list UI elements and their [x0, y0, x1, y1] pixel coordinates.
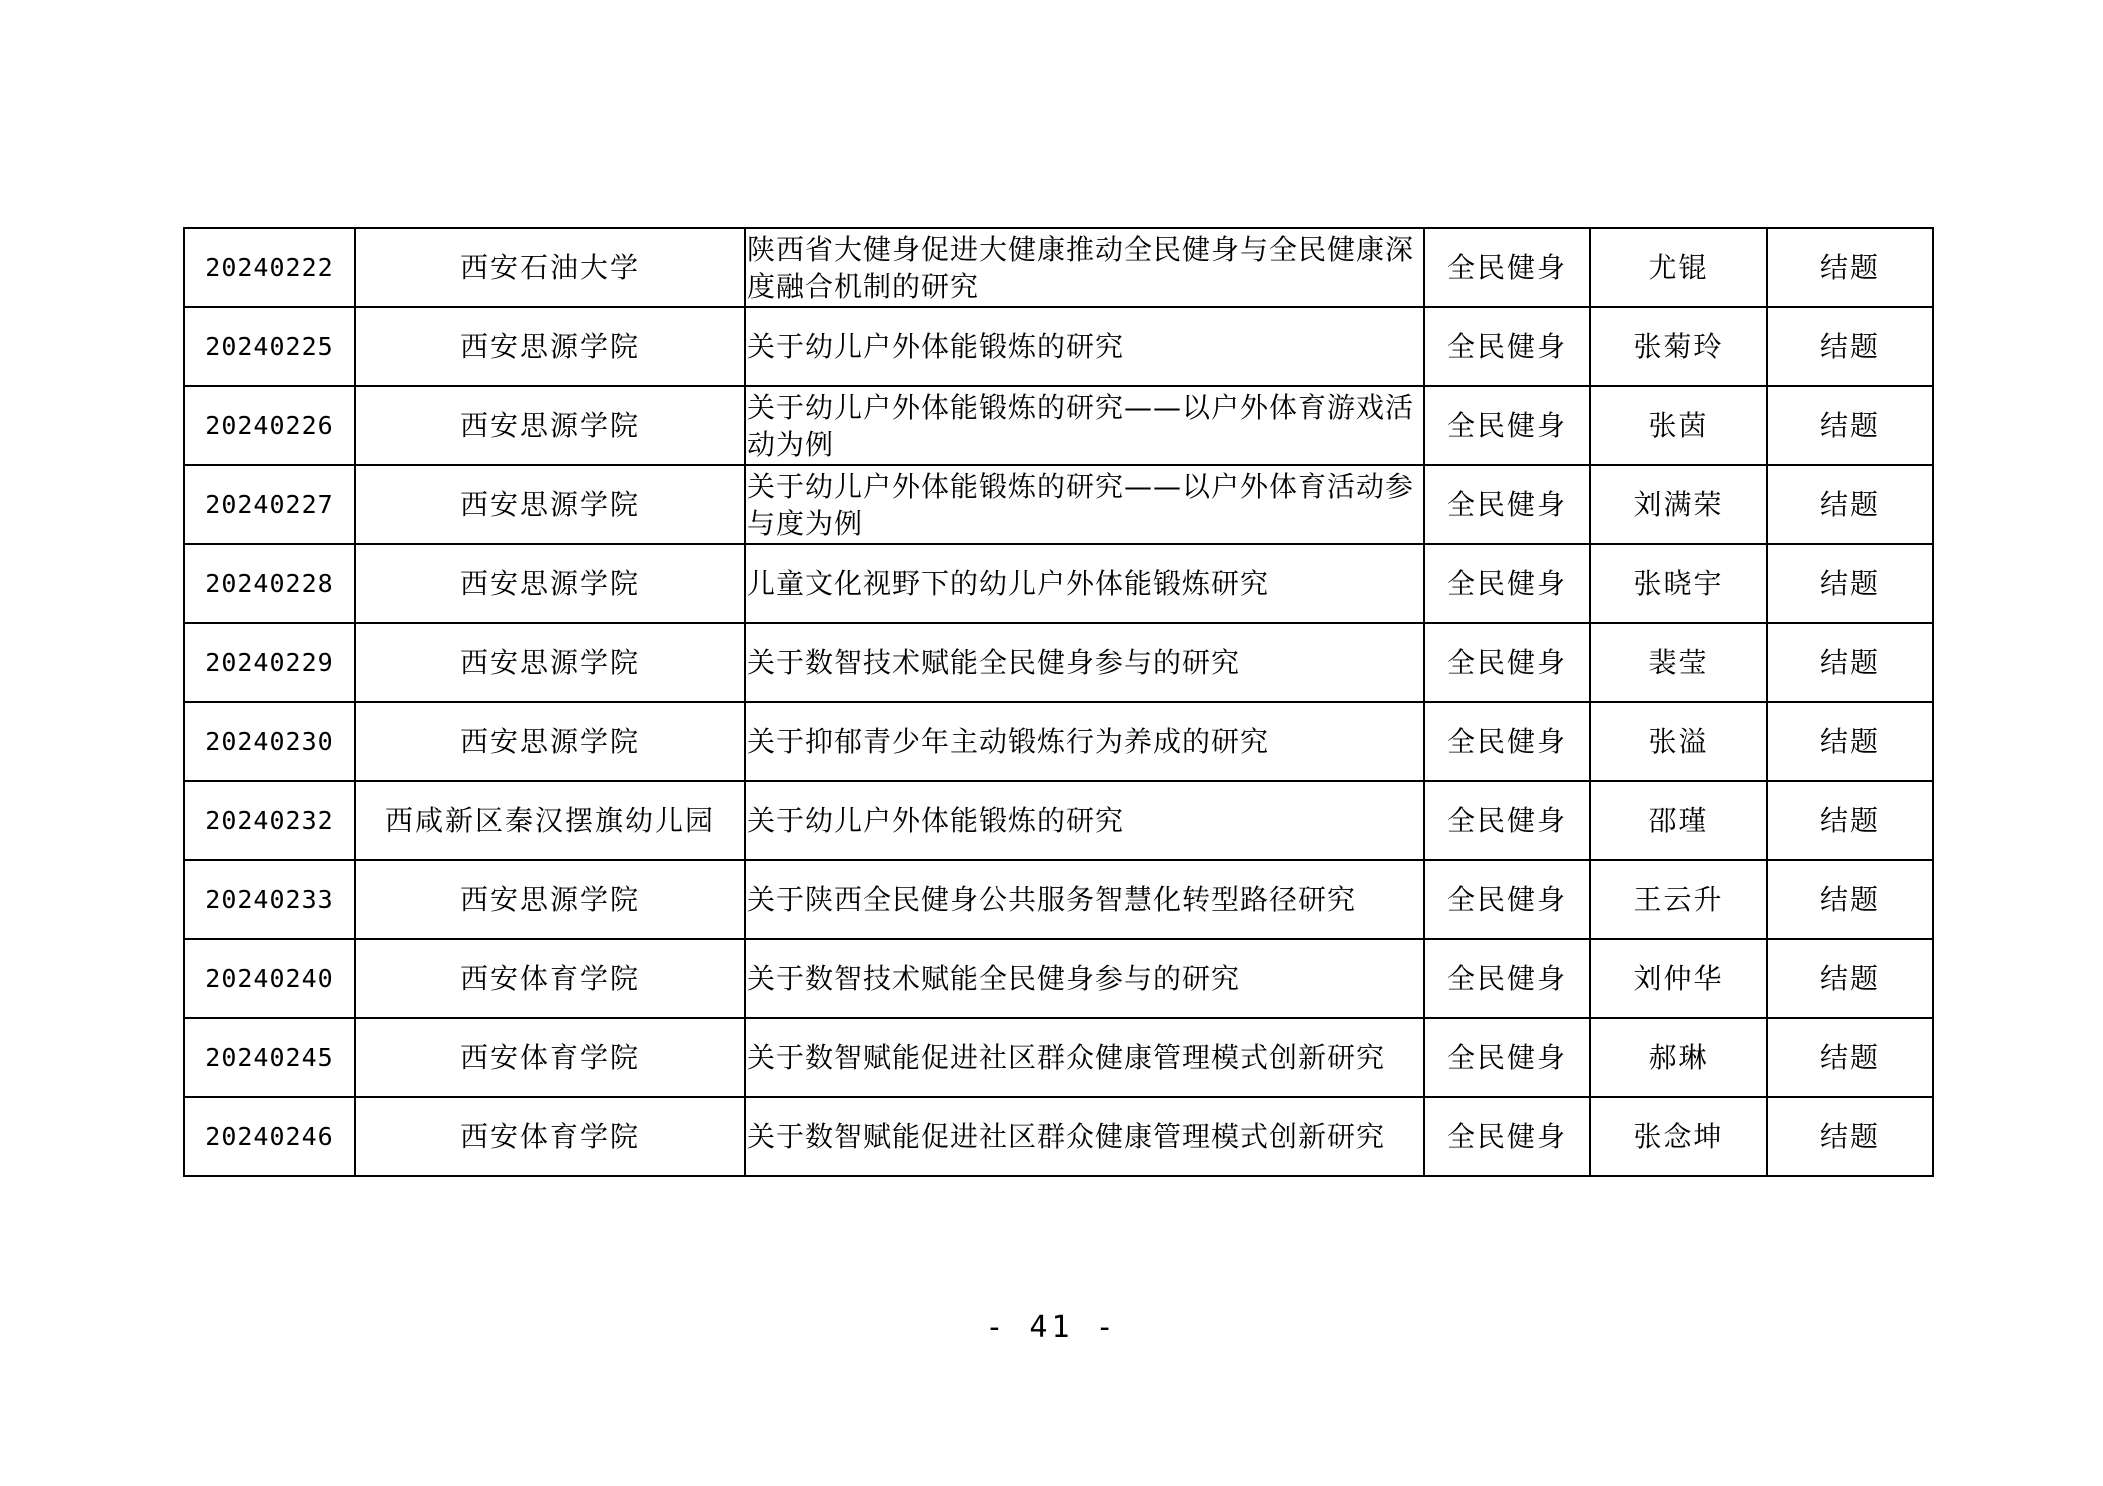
- category-cell: 全民健身: [1424, 781, 1590, 860]
- table-row: [184, 702, 1933, 781]
- category-cell: 全民健身: [1424, 1018, 1590, 1097]
- institution-cell: 西安思源学院: [355, 702, 745, 781]
- project-title-cell: 关于幼儿户外体能锻炼的研究——以户外体育活动参与度为例: [745, 465, 1424, 544]
- table-row: [184, 781, 1933, 860]
- project-id-cell: 20240225: [184, 307, 355, 386]
- status-cell: 结题: [1767, 1018, 1933, 1097]
- category-cell: 全民健身: [1424, 386, 1590, 465]
- institution-cell: 西安体育学院: [355, 1097, 745, 1176]
- table-row: [184, 1018, 1933, 1097]
- table-row: [184, 228, 1933, 307]
- leader-cell: 张菊玲: [1590, 307, 1767, 386]
- project-id-cell: 20240229: [184, 623, 355, 702]
- institution-cell: 西安体育学院: [355, 1018, 745, 1097]
- institution-cell: 西咸新区秦汉摆旗幼儿园: [355, 781, 745, 860]
- page-number: - 41 -: [985, 1310, 1118, 1345]
- category-cell: 全民健身: [1424, 544, 1590, 623]
- leader-cell: 郝琳: [1590, 1018, 1767, 1097]
- leader-cell: 张溢: [1590, 702, 1767, 781]
- institution-cell: 西安思源学院: [355, 860, 745, 939]
- category-cell: 全民健身: [1424, 1097, 1590, 1176]
- institution-cell: 西安思源学院: [355, 465, 745, 544]
- institution-cell: 西安石油大学: [355, 228, 745, 307]
- project-title-cell: 关于抑郁青少年主动锻炼行为养成的研究: [745, 702, 1424, 781]
- category-cell: 全民健身: [1424, 860, 1590, 939]
- table-row: [184, 939, 1933, 1018]
- category-cell: 全民健身: [1424, 307, 1590, 386]
- leader-cell: 邵瑾: [1590, 781, 1767, 860]
- project-id-cell: 20240222: [184, 228, 355, 307]
- project-id-cell: 20240226: [184, 386, 355, 465]
- status-cell: 结题: [1767, 860, 1933, 939]
- table-body: [184, 228, 1933, 1176]
- category-cell: 全民健身: [1424, 623, 1590, 702]
- status-cell: 结题: [1767, 307, 1933, 386]
- table-row: [184, 860, 1933, 939]
- project-title-cell: 关于数智赋能促进社区群众健康管理模式创新研究: [745, 1018, 1424, 1097]
- project-title-cell: 关于幼儿户外体能锻炼的研究: [745, 307, 1424, 386]
- status-cell: 结题: [1767, 781, 1933, 860]
- leader-cell: 刘仲华: [1590, 939, 1767, 1018]
- project-id-cell: 20240233: [184, 860, 355, 939]
- project-id-cell: 20240230: [184, 702, 355, 781]
- leader-cell: 裴莹: [1590, 623, 1767, 702]
- leader-cell: 张茵: [1590, 386, 1767, 465]
- table-row: [184, 623, 1933, 702]
- project-title-cell: 陕西省大健身促进大健康推动全民健身与全民健康深度融合机制的研究: [745, 228, 1424, 307]
- leader-cell: 张念坤: [1590, 1097, 1767, 1176]
- project-id-cell: 20240232: [184, 781, 355, 860]
- status-cell: 结题: [1767, 939, 1933, 1018]
- project-id-cell: 20240246: [184, 1097, 355, 1176]
- category-cell: 全民健身: [1424, 939, 1590, 1018]
- institution-cell: 西安思源学院: [355, 307, 745, 386]
- project-title-cell: 关于数智技术赋能全民健身参与的研究: [745, 939, 1424, 1018]
- leader-cell: 刘满荣: [1590, 465, 1767, 544]
- status-cell: 结题: [1767, 702, 1933, 781]
- table-row: [184, 307, 1933, 386]
- status-cell: 结题: [1767, 1097, 1933, 1176]
- category-cell: 全民健身: [1424, 465, 1590, 544]
- project-id-cell: 20240227: [184, 465, 355, 544]
- table-row: [184, 544, 1933, 623]
- status-cell: 结题: [1767, 465, 1933, 544]
- table-row: [184, 465, 1933, 544]
- project-title-cell: 关于数智技术赋能全民健身参与的研究: [745, 623, 1424, 702]
- project-title-cell: 儿童文化视野下的幼儿户外体能锻炼研究: [745, 544, 1424, 623]
- status-cell: 结题: [1767, 386, 1933, 465]
- leader-cell: 尤锟: [1590, 228, 1767, 307]
- project-id-cell: 20240240: [184, 939, 355, 1018]
- status-cell: 结题: [1767, 228, 1933, 307]
- results-table: [183, 227, 1934, 1177]
- leader-cell: 王云升: [1590, 860, 1767, 939]
- project-title-cell: 关于幼儿户外体能锻炼的研究——以户外体育游戏活动为例: [745, 386, 1424, 465]
- project-title-cell: 关于幼儿户外体能锻炼的研究: [745, 781, 1424, 860]
- table-row: [184, 1097, 1933, 1176]
- table-row: [184, 386, 1933, 465]
- project-id-cell: 20240228: [184, 544, 355, 623]
- institution-cell: 西安思源学院: [355, 623, 745, 702]
- project-title-cell: 关于陕西全民健身公共服务智慧化转型路径研究: [745, 860, 1424, 939]
- status-cell: 结题: [1767, 544, 1933, 623]
- leader-cell: 张晓宇: [1590, 544, 1767, 623]
- institution-cell: 西安思源学院: [355, 386, 745, 465]
- institution-cell: 西安思源学院: [355, 544, 745, 623]
- category-cell: 全民健身: [1424, 702, 1590, 781]
- category-cell: 全民健身: [1424, 228, 1590, 307]
- institution-cell: 西安体育学院: [355, 939, 745, 1018]
- project-id-cell: 20240245: [184, 1018, 355, 1097]
- status-cell: 结题: [1767, 623, 1933, 702]
- project-title-cell: 关于数智赋能促进社区群众健康管理模式创新研究: [745, 1097, 1424, 1176]
